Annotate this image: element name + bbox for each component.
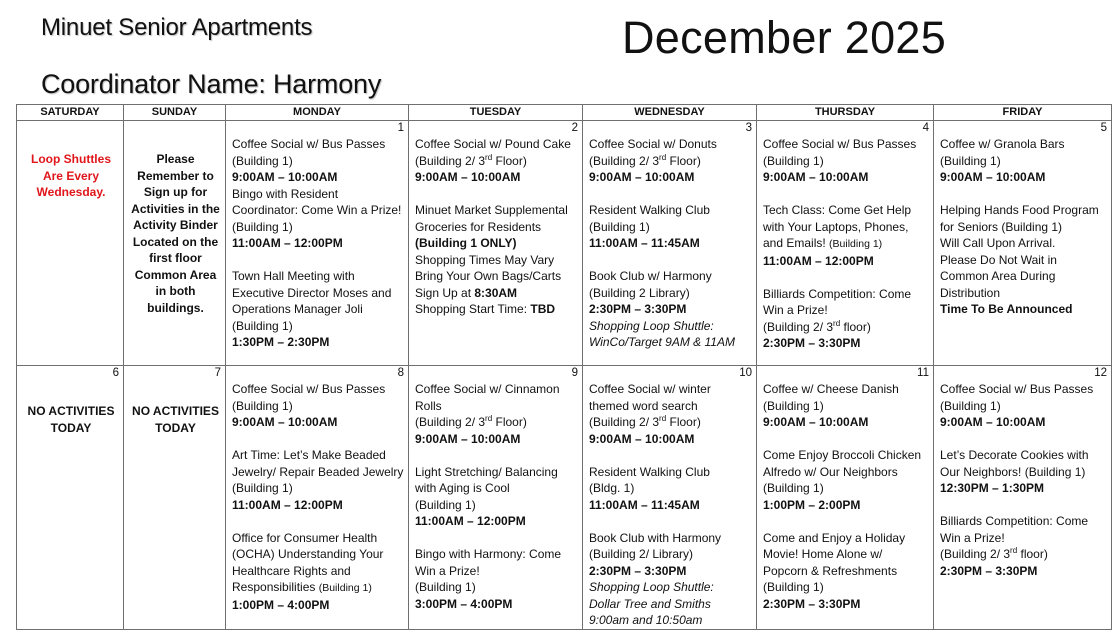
shuttle-info: 9:00am and 10:50am [589, 613, 703, 627]
event-time: 9:00AM – 10:00AM [415, 431, 521, 446]
event-detail: Shopping Times May Vary [415, 252, 555, 267]
header-tuesday: TUESDAY [409, 105, 583, 121]
event [232, 268, 404, 351]
event [232, 447, 404, 513]
event-title: Resident Walking Club [589, 203, 710, 217]
event-location: (Building 1 ONLY) [415, 236, 517, 250]
header-saturday: SATURDAY [17, 105, 124, 121]
shuttle-info: Dollar Tree and Smiths [589, 596, 711, 611]
header-wednesday: WEDNESDAY [583, 105, 757, 121]
header-friday: FRIDAY [934, 105, 1112, 121]
event-location: (Building 1) [415, 497, 476, 512]
day-cell-saturday-6 [17, 366, 124, 630]
event-time: 9:00AM – 10:00AM [415, 170, 521, 184]
event-time: 2:30PM – 3:30PM [763, 336, 861, 350]
event-location: (Building 2/ 3rd floor) [940, 546, 1048, 561]
event-time: 11:00AM – 11:45AM [589, 236, 700, 250]
event-time: 12:30PM – 1:30PM [940, 481, 1045, 495]
day-cell-saturday [17, 121, 124, 366]
event-title: Coffee Social w/ Pound Cake [415, 137, 571, 151]
event [415, 546, 578, 612]
event-location: (Building 2/ 3rd floor) [763, 318, 871, 334]
weekday-header-row [17, 105, 1112, 121]
date-number: 6 [112, 367, 119, 379]
date-number: 3 [745, 122, 752, 134]
event-time: 2:30PM – 3:30PM [589, 563, 687, 578]
event-time: 1:00PM – 2:00PM [763, 497, 861, 512]
date-number: 5 [1100, 122, 1107, 134]
no-activities-notice: NO ACTIVITIES TODAY [132, 404, 219, 435]
event [763, 286, 929, 352]
event-title: Come Enjoy Broccoli Chicken Alfredo w/ Our Neighbors [763, 448, 922, 479]
shuttle-info: Shopping Loop Shuttle: [589, 318, 714, 333]
event-title: Coffee w/ Cheese Danish [763, 382, 899, 396]
event-time: 9:00AM – 10:00AM [232, 415, 338, 429]
event-title: Book Club with Harmony [589, 530, 722, 545]
event-title: Helping Hands Food Program for Seniors (Building 1) [940, 203, 1099, 234]
event-time: 9:00AM – 10:00AM [940, 170, 1046, 184]
date-number: 12 [1094, 367, 1107, 379]
day-cell-monday-1 [226, 121, 409, 366]
day-cell-wednesday-3 [583, 121, 757, 366]
event-location: (Building 2/ 3rd Floor) [415, 414, 527, 429]
day-cell-friday-5 [934, 121, 1112, 366]
event-time: Time To Be Announced [940, 302, 1073, 316]
event-title: Town Hall Meeting with Executive Director Moses and Operations Manager Joli [232, 269, 392, 316]
event [232, 186, 404, 252]
event-signup: Sign Up at 8:30AM [415, 285, 518, 300]
event-location: (Building 2 Library) [589, 285, 690, 300]
event [589, 136, 752, 186]
event-title: Art Time: Let’s Make Beaded Jewelry/ Repair Beaded Jewelry (Building 1) [232, 448, 404, 495]
event [415, 202, 578, 318]
event [415, 381, 578, 447]
event [415, 136, 578, 186]
event-start-time: Shopping Start Time: TBD [415, 302, 556, 316]
event-time: 9:00AM – 10:00AM [589, 431, 695, 446]
event-title: Coffee Social w/ Bus Passes [232, 137, 386, 151]
event [763, 530, 929, 613]
event-title: Let’s Decorate Cookies with Our Neighbors! (Building 1) [940, 448, 1089, 479]
event-location: (Building 2/ Library) [589, 547, 694, 561]
event-time: 11:00AM – 12:00PM [415, 514, 526, 528]
event-title: Billiards Competition: Come Win a Prize! [940, 514, 1089, 545]
header-sunday: SUNDAY [124, 105, 226, 121]
event-time: 3:00PM – 4:00PM [415, 596, 513, 611]
calendar-table [16, 104, 1112, 630]
event-location: (Building 1) [763, 398, 824, 413]
event-time: 9:00AM – 10:00AM [763, 415, 869, 429]
event-title: Coffee Social w/ winter themed word search [589, 382, 711, 413]
event-time: 11:00AM – 11:45AM [589, 497, 700, 512]
header-thursday: THURSDAY [757, 105, 934, 121]
event-detail: Will Call Upon Arrival. [940, 236, 1056, 250]
shuttle-info: Shopping Loop Shuttle: [589, 580, 714, 594]
loop-shuttle-notice: Loop Shuttles Are Every Wednesday. [31, 152, 111, 199]
event-location: (Building 1) [940, 153, 1001, 168]
date-number: 1 [397, 122, 404, 134]
shuttle-info: WinCo/Target 9AM & 11AM [589, 335, 735, 349]
event-location: (Building 2/ 3rd Floor) [415, 152, 527, 168]
date-number [130, 121, 221, 136]
event-location: (Building 1) [940, 398, 1001, 413]
event-title: Come and Enjoy a Holiday Movie! Home Alone w/ Popcorn & Refreshments [763, 530, 906, 578]
event-time: 1:30PM – 2:30PM [232, 335, 330, 349]
date-number: 7 [214, 367, 221, 379]
day-cell-thursday-4 [757, 121, 934, 366]
header-monday: MONDAY [226, 105, 409, 121]
event [940, 447, 1107, 497]
event-time: 9:00AM – 10:00AM [589, 170, 695, 184]
event-location: (Building 1) [829, 238, 883, 250]
event-time: 2:30PM – 3:30PM [940, 563, 1038, 578]
event-time: 2:30PM – 3:30PM [763, 596, 861, 611]
event-title: Billiards Competition: Come Win a Prize! [763, 286, 912, 317]
event-time: 11:00AM – 12:00PM [232, 497, 343, 512]
event-location: (Building 1) [232, 153, 293, 168]
day-cell-monday-8 [226, 366, 409, 630]
event-title: Resident Walking Club [589, 464, 710, 479]
event [763, 381, 929, 431]
no-activities-notice: NO ACTIVITIES TODAY [27, 404, 115, 435]
day-cell-wednesday-10 [583, 366, 757, 630]
signup-reminder-notice: Please Remember to Sign up for Activities in the Activity Binder Located on the first floor Common Area in both buildings. [131, 152, 220, 315]
day-cell-tuesday-9 [409, 366, 583, 630]
event-location: (Building 2/ 3rd Floor) [589, 152, 701, 168]
day-cell-friday-12 [934, 366, 1112, 630]
event-location: (Bldg. 1) [589, 481, 635, 495]
event-title: Minuet Market Supplemental Groceries for Residents [415, 203, 568, 234]
day-cell-sunday-7 [124, 366, 226, 630]
date-number: 9 [571, 367, 578, 379]
event-title: Coffee Social w/ Bus Passes [232, 382, 386, 396]
date-number: 8 [397, 367, 404, 379]
event-time: 2:30PM – 3:30PM [589, 302, 687, 316]
event-location: (Building 1) [232, 219, 293, 234]
event-location: (Building 1) [232, 398, 293, 413]
event [415, 464, 578, 530]
event-location: (Building 1) [318, 582, 372, 594]
event-location: (Building 1) [763, 481, 824, 495]
week-row [17, 366, 1112, 630]
event-title: Coffee Social w/ Cinnamon Rolls [415, 382, 560, 413]
date-number [23, 121, 119, 136]
day-cell-tuesday-2 [409, 121, 583, 366]
event [763, 447, 929, 513]
event-location: (Building 1) [589, 219, 650, 234]
event-title: Coffee w/ Granola Bars [940, 137, 1065, 151]
date-number: 10 [739, 367, 752, 379]
event-title: Book Club w/ Harmony [589, 269, 712, 283]
week-row [17, 121, 1112, 366]
day-cell-sunday [124, 121, 226, 366]
event-time: 11:00AM – 12:00PM [763, 253, 874, 268]
month-year-title: December 2025 [622, 12, 947, 63]
date-number: 2 [571, 122, 578, 134]
event [589, 464, 752, 514]
day-cell-thursday-11 [757, 366, 934, 630]
event [589, 202, 752, 252]
property-name: Minuet Senior Apartments [41, 14, 313, 41]
event-time: 9:00AM – 10:00AM [763, 170, 869, 184]
event [940, 513, 1107, 579]
event [940, 381, 1107, 431]
event-time: 9:00AM – 10:00AM [940, 415, 1046, 429]
event-detail: Bring Your Own Bags/Carts [415, 269, 562, 283]
event-location: (Building 2/ 3rd Floor) [589, 414, 701, 429]
event [589, 381, 752, 447]
event-location: (Building 1) [763, 580, 824, 594]
event-time: 9:00AM – 10:00AM [232, 170, 338, 184]
event-title: Coffee Social w/ Donuts [589, 137, 717, 151]
event [232, 530, 404, 614]
event-location: (Building 1) [763, 153, 824, 168]
event-title: Light Stretching/ Balancing with Aging is Cool [415, 464, 558, 495]
event-location: (Building 1) [415, 580, 476, 594]
event-title: Coffee Social w/ Bus Passes [763, 137, 917, 151]
date-number: 4 [922, 122, 929, 134]
event-title: Bingo with Harmony: Come Win a Prize! [415, 547, 562, 578]
event [940, 202, 1107, 318]
event [589, 530, 752, 629]
event-title: Office for Consumer Health (OCHA) Understanding Your Healthcare Rights and Responsibilities [232, 530, 384, 594]
event-location: (Building 1) [232, 318, 293, 333]
event [589, 268, 752, 351]
event-detail: Please Do Not Wait in Common Area During Distribution [940, 252, 1057, 300]
date-number: 11 [917, 367, 929, 379]
event [763, 136, 929, 186]
event-title: Bingo with Resident Coordinator: Come Win a Prize! [232, 186, 402, 217]
event [232, 381, 404, 431]
event [940, 136, 1107, 186]
coordinator-name: Coordinator Name: Harmony [41, 69, 382, 99]
event [232, 136, 404, 186]
event-title: Tech Class: Come Get Help with Your Laptops, Phones, and Emails! [763, 203, 912, 250]
event-time: 11:00AM – 12:00PM [232, 236, 343, 250]
event-time: 1:00PM – 4:00PM [232, 597, 330, 612]
event [763, 202, 929, 269]
event-title: Coffee Social w/ Bus Passes [940, 382, 1094, 396]
